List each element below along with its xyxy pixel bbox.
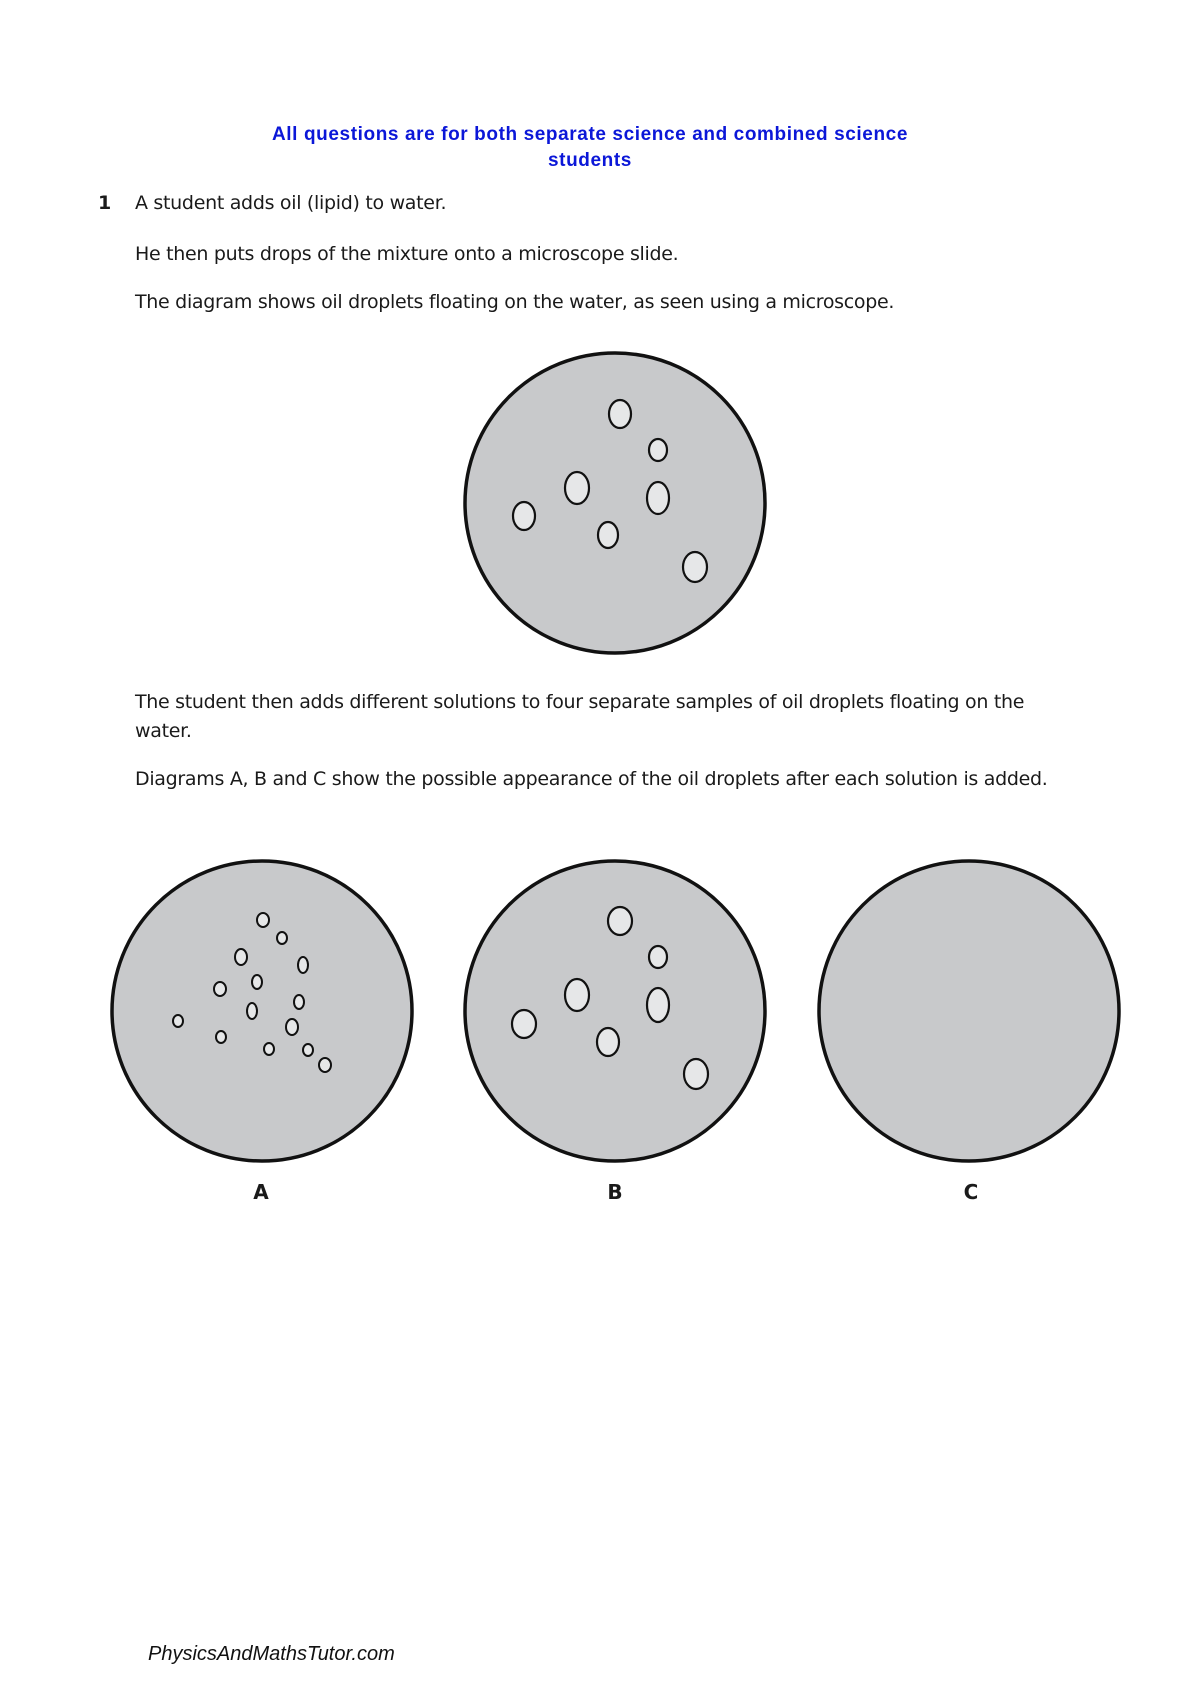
oil-droplet — [647, 482, 669, 514]
oil-droplet-small — [303, 1044, 313, 1056]
oil-droplet — [609, 400, 631, 428]
oil-droplet — [608, 907, 632, 935]
oil-droplet-small — [235, 949, 247, 965]
oil-droplet — [512, 1010, 536, 1038]
header-line-1: All questions are for both separate science and combined science — [271, 124, 909, 145]
oil-droplet-small — [286, 1019, 298, 1035]
label-b: B — [607, 1180, 623, 1204]
microscope-field — [112, 861, 412, 1161]
oil-droplet — [649, 946, 667, 968]
question-text-4: The student then adds different solutions to four separate samples of oil droplets floating on the water. — [135, 691, 1025, 742]
diagram-c — [814, 856, 1124, 1166]
oil-droplet-small — [294, 995, 304, 1009]
oil-droplet-small — [257, 913, 269, 927]
diagram-b — [460, 856, 770, 1166]
oil-droplet-small — [173, 1015, 183, 1027]
page-header — [0, 122, 1180, 174]
label-c: C — [963, 1180, 979, 1204]
oil-droplet-small — [277, 932, 287, 944]
oil-droplet — [647, 988, 669, 1022]
oil-droplet-small — [264, 1043, 274, 1055]
header-line-2: students — [548, 150, 632, 171]
oil-droplet — [513, 502, 535, 530]
question-text-5: Diagrams A, B and C show the possible appearance of the oil droplets after each solution is added. — [135, 768, 1048, 790]
question-text-1: A student adds oil (lipid) to water. — [135, 192, 447, 214]
microscope-view-main — [460, 348, 770, 658]
oil-droplet-small — [247, 1003, 257, 1019]
oil-droplet — [649, 439, 667, 461]
question-text-3: The diagram shows oil droplets floating on the water, as seen using a microscope. — [135, 291, 895, 313]
oil-droplet-small — [214, 982, 226, 996]
microscope-field — [465, 861, 765, 1161]
question-text-2: He then puts drops of the mixture onto a microscope slide. — [135, 243, 679, 265]
label-a: A — [253, 1180, 269, 1204]
oil-droplet-small — [252, 975, 262, 989]
oil-droplet-small — [216, 1031, 226, 1043]
microscope-field — [819, 861, 1119, 1161]
oil-droplet — [684, 1059, 708, 1089]
oil-droplet-small — [319, 1058, 331, 1072]
microscope-field — [465, 353, 765, 653]
oil-droplet — [565, 979, 589, 1011]
oil-droplet — [565, 472, 589, 504]
diagram-a — [107, 856, 417, 1166]
oil-droplet-small — [298, 957, 308, 973]
oil-droplet — [598, 522, 618, 548]
oil-droplet — [597, 1028, 619, 1056]
oil-droplet — [683, 552, 707, 582]
question-number: 1 — [98, 192, 112, 214]
footer-source: PhysicsAndMathsTutor.com — [148, 1643, 395, 1665]
